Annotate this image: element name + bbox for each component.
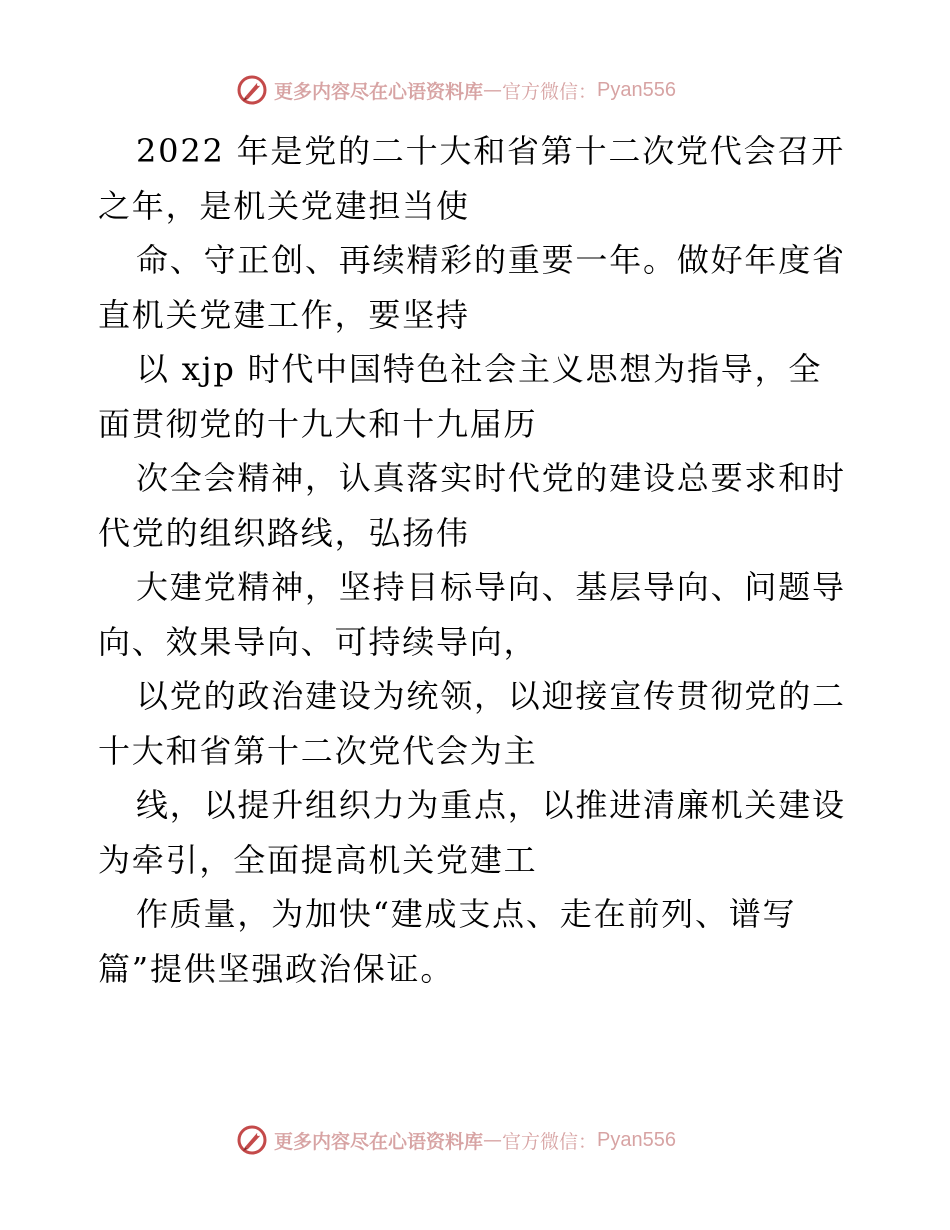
watermark-wechat-label: 官方微信： [502, 1130, 598, 1153]
pen-logo-icon [236, 1124, 268, 1156]
watermark-wechat-label: 官方微信： [502, 80, 598, 103]
text-line: 直机关党建工作，要坚持 [98, 295, 470, 334]
text-line: 大建党精神，坚持目标导向、基层导向、问题导 [136, 568, 846, 606]
text-line: 篇”提供坚强政治保证。 [98, 949, 455, 988]
text-line: 之年，是机关党建担当使 [98, 186, 470, 225]
watermark-dash: — [483, 1129, 503, 1151]
text-line: 命、守正创、再续精彩的重要一年。做好年度省 [136, 241, 846, 279]
text-line: 以 xjp 时代中国特色社会主义思想为指导，全 [136, 350, 823, 388]
text-line: 面贯彻党的十九大和十九届历 [98, 404, 538, 443]
text-line: 为牵引，全面提高机关党建工 [98, 840, 538, 879]
text-line: 作质量，为加快“建成支点、走在前列、谱写 [136, 895, 797, 933]
text-line: 向、效果导向、可持续导向， [98, 622, 538, 661]
text-line: 代党的组织路线，弘扬伟 [98, 513, 470, 552]
text-line: 线，以提升组织力为重点，以推进清廉机关建设 [136, 786, 846, 824]
watermark-main-text: 更多内容尽在心语资料库 [274, 1130, 484, 1153]
text-line: 2022 年是党的二十大和省第十二次党代会召开 [136, 132, 846, 170]
pen-logo-icon [236, 74, 268, 106]
watermark-dash: — [483, 79, 503, 101]
watermark-main-text: 更多内容尽在心语资料库 [274, 80, 484, 103]
text-line: 十大和省第十二次党代会为主 [98, 731, 538, 770]
text-line: 以党的政治建设为统领，以迎接宣传贯彻党的二 [136, 677, 846, 715]
watermark-wechat-id: Pyan556 [597, 78, 676, 101]
watermark-wechat-id: Pyan556 [597, 1128, 676, 1151]
watermark-footer [236, 1122, 676, 1158]
watermark-header [236, 72, 676, 108]
text-line: 次全会精神，认真落实时代党的建设总要求和时 [136, 459, 846, 497]
document-body [98, 124, 858, 996]
